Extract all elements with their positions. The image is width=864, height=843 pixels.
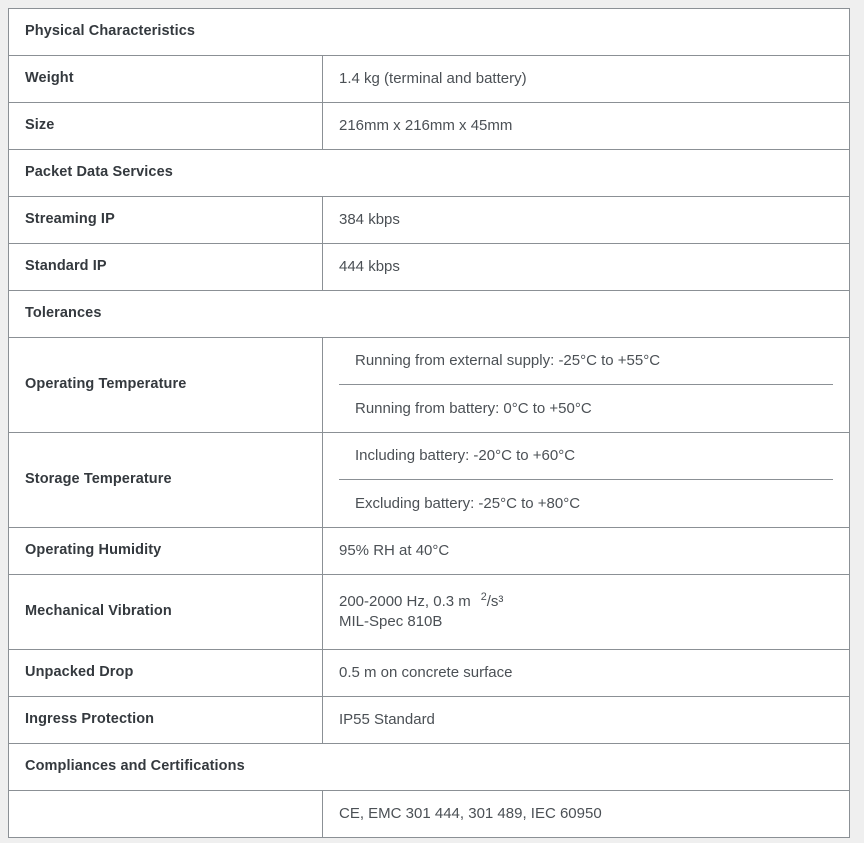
unit-exponent: 2 [480,591,487,604]
table-section-row [9,291,850,338]
table-row [9,244,850,291]
row-label: Ingress Protection [9,697,323,744]
table-row [9,575,850,650]
table-section-row [9,150,850,197]
row-label: Standard IP [9,244,323,291]
row-value: IP55 Standard [323,697,850,744]
table-row [9,433,850,528]
table-row [9,528,850,575]
table-row [9,697,850,744]
row-label: Storage Temperature [9,433,323,528]
row-value: Running from external supply: -25°C to +55°C [339,338,833,385]
row-value-group [323,338,850,433]
row-label: Weight [9,56,323,103]
row-label: Size [9,103,323,150]
row-value: 95% RH at 40°C [323,528,850,575]
section-header-label: Compliances and Certifications [9,744,850,791]
row-label: Mechanical Vibration [9,575,323,650]
row-value: 216mm x 216mm x 45mm [323,103,850,150]
row-label-empty [9,791,323,838]
table-section-row [9,744,850,791]
row-value-line-1 [339,592,833,612]
specifications-table [8,8,850,838]
row-value [323,575,850,650]
table-row [9,56,850,103]
table-row [9,791,850,838]
vibration-magnitude: 200-2000 Hz, 0.3 m [339,593,471,611]
table-section-row [9,9,850,56]
row-value: 384 kbps [323,197,850,244]
specifications-table-container [8,8,850,831]
table-row [9,103,850,150]
section-header-label: Tolerances [9,291,850,338]
row-value: Including battery: -20°C to +60°C [339,433,833,480]
row-value: 1.4 kg (terminal and battery) [323,56,850,103]
row-value-line-2: MIL-Spec 810B [339,613,443,630]
row-label: Operating Temperature [9,338,323,433]
table-row [9,338,850,433]
unit-denominator: /s³ [486,593,504,611]
row-value: CE, EMC 301 444, 301 489, IEC 60950 [323,791,850,838]
row-label: Streaming IP [9,197,323,244]
row-value-group [323,433,850,528]
specifications-table-body [9,9,850,838]
table-row [9,650,850,697]
row-value: Running from battery: 0°C to +50°C [355,399,592,417]
row-value: 444 kbps [323,244,850,291]
section-header-label: Physical Characteristics [9,9,850,56]
row-label: Operating Humidity [9,528,323,575]
row-value: 0.5 m on concrete surface [323,650,850,697]
row-label: Unpacked Drop [9,650,323,697]
row-value: Excluding battery: -25°C to +80°C [355,494,581,512]
table-row [9,197,850,244]
section-header-label: Packet Data Services [9,150,850,197]
